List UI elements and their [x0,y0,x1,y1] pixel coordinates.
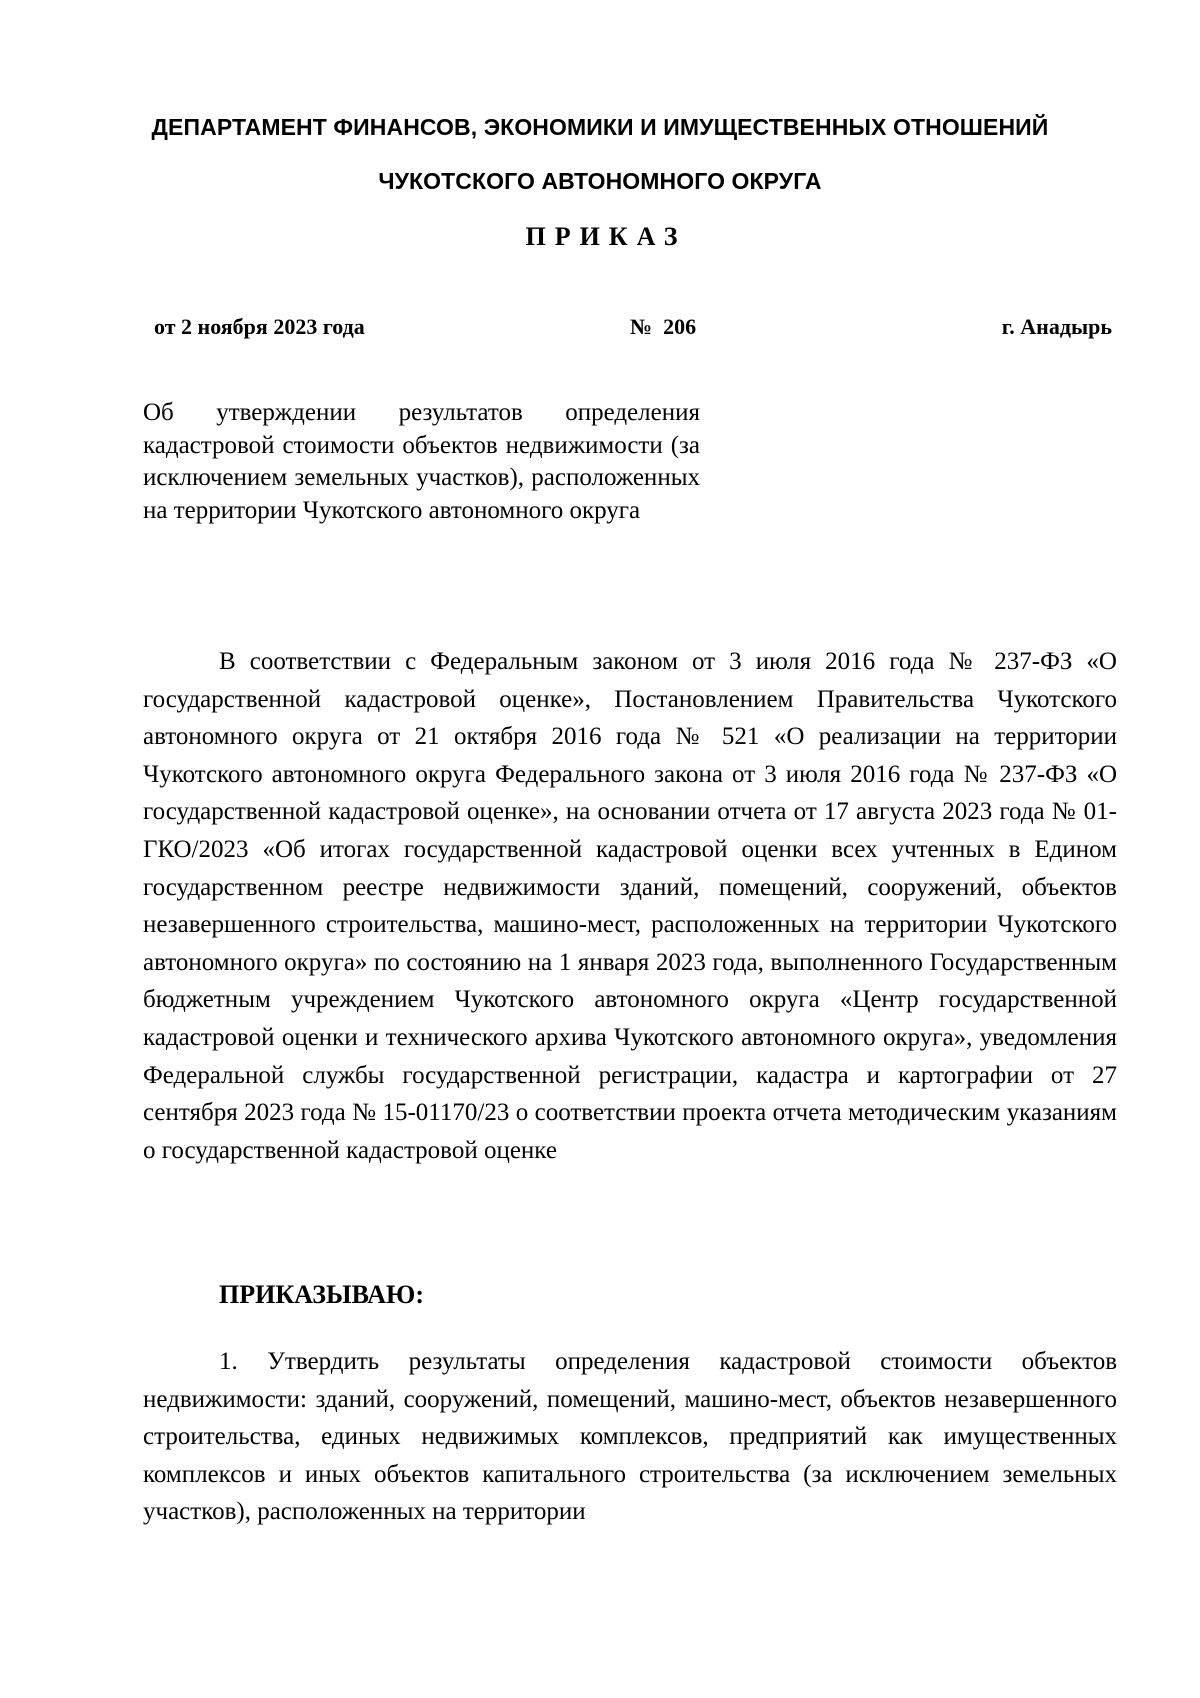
document-date: от 2 ноября 2023 года [154,314,365,339]
item-1-paragraph: 1. Утвердить результаты определения кадастровой стоимости объектов недвижимости: зданий, сооружений, помещений, машино-мест, объектов незавершенного строительства, единых недвижимых комплексов, предприятий как имущественных комплексов и иных объектов капитального строительства (за исключением земельных участков), расположенных на территории [143,1348,1117,1526]
department-name-line1: ДЕПАРТАМЕНТ ФИНАНСОВ, ЭКОНОМИКИ И ИМУЩЕСТВЕННЫХ ОТНОШЕНИЙ [151,114,1049,140]
preamble-paragraph: В соответствии с Федеральным законом от 3 июля 2016 года № 237-ФЗ «О государственной кадастровой оценке», Постановлением Правительства Чукотского автономного округа от 21 октября 2016 года № 521 «О реализации на территории Чукотского автономного округа Федерального закона от 3 июля 2016 года № 237-ФЗ «О государственной кадастровой оценке», на основании отчета от 17 августа 2023 года № 01-ГКО/2023 «Об итогах государственной кадастровой оценки всех учтенных в Едином государственном реестре недвижимости зданий, помещений, сооружений, объектов незавершенного строительства, машино-мест, расположенных на территории Чукотского автономного округа» по состоянию на 1 января 2023 года, выполненного Государственным бюджетным учреждением Чукотского автономного округа «Центр государственной кадастровой оценки и технического архива Чукотского автономного округа», уведомления Федеральной службы государственной регистрации, кадастра и картографии от 27 сентября 2023 года № 15-01170/23 о соответствии проекта отчета методическим указаниям о государственной кадастровой оценке [143,648,1117,1164]
document-type-title: ПРИКАЗ [525,222,687,251]
document-subject: Об утверждении результатов определения кадастровой стоимости объектов недвижимости (за исключением земельных участков), расположенных на территории Чукотского автономного округа [143,399,700,524]
document-number: № 206 [630,314,697,339]
decree-heading: ПРИКАЗЫВАЮ: [219,1280,424,1309]
department-name-line2: ЧУКОТСКОГО АВТОНОМНОГО ОКРУГА [378,168,822,194]
document-city: г. Анадырь [1001,314,1112,339]
